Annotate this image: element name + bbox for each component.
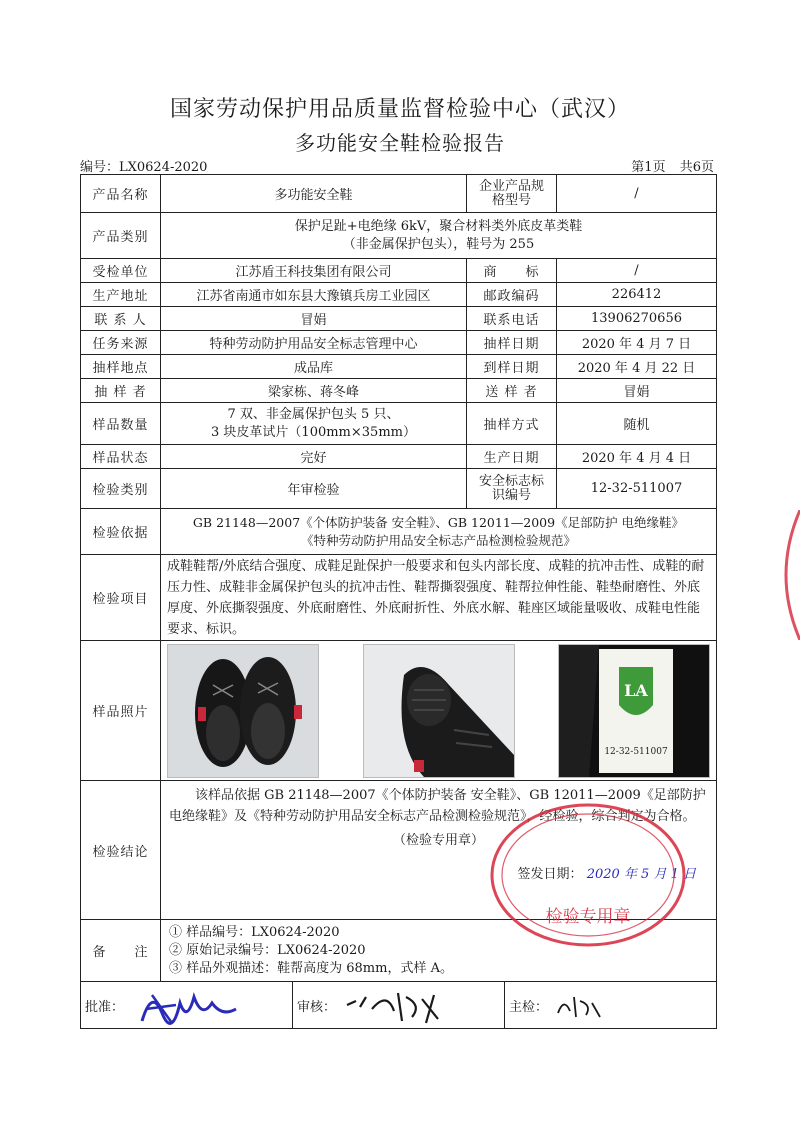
- label-photos: 样品照片: [81, 641, 161, 781]
- chief-label: 主检：: [509, 999, 549, 1015]
- label-submitter: 送 样 者: [467, 379, 557, 403]
- report-number: 编号：LX0624-2020: [80, 160, 208, 175]
- label-model: 企业产品规格型号: [467, 175, 557, 213]
- row-sampler: [81, 379, 717, 403]
- label-address: 生产地址: [81, 283, 161, 307]
- row-inspection-type: [81, 469, 717, 509]
- photo-cell: [161, 641, 717, 781]
- photo-safety-label: [558, 644, 710, 778]
- value-quantity: [161, 403, 467, 445]
- row-state: [81, 445, 717, 469]
- value-sampling-date: 2020 年 4 月 7 日: [557, 331, 717, 355]
- label-sampling-place: 抽样地点: [81, 355, 161, 379]
- value-model: /: [557, 175, 717, 213]
- basis-line-1: GB 21148—2007《个体防护装备 安全鞋》、GB 12011—2009《足部防护 电绝缘鞋》: [192, 514, 685, 530]
- safety-label-image: [559, 645, 709, 777]
- approve-signature: [81, 982, 292, 1028]
- label-items: 检验项目: [81, 555, 161, 641]
- label-conclusion: 检验结论: [81, 781, 161, 920]
- label-sampler: 抽 样 者: [81, 379, 161, 403]
- label-sampling-date: 抽样日期: [467, 331, 557, 355]
- shoe-sole-image: [364, 645, 514, 777]
- value-sampling-method: 随机: [557, 403, 717, 445]
- value-trademark: /: [557, 259, 717, 283]
- label-state: 样品状态: [81, 445, 161, 469]
- row-sampling-place: [81, 355, 717, 379]
- label-category: 产品类别: [81, 213, 161, 259]
- category-line-2: （非金属保护包头），鞋号为 255: [342, 236, 535, 252]
- quantity-line-2: 3 块皮革试片（100mm×35mm）: [211, 424, 416, 440]
- value-task-source: 特种劳动防护用品安全标志管理中心: [161, 331, 467, 355]
- total-pages: 共6页: [679, 160, 714, 175]
- page-number: 第1页: [631, 160, 666, 175]
- value-arrival-date: 2020 年 4 月 22 日: [557, 355, 717, 379]
- edge-seal-fragment: [772, 510, 800, 640]
- chief-signature: [504, 982, 716, 1028]
- issue-date-value: 2020 年 5 月 1 日: [586, 867, 696, 882]
- value-items: 成鞋鞋帮/外底结合强度、成鞋足趾保护一般要求和包头内部长度、成鞋的抗冲击性、成鞋的耐压力性、成鞋非金属保护包头的抗冲击性、鞋帮撕裂强度、鞋帮拉伸性能、鞋垫耐磨性、外底厚度、外底撕裂强度、外底耐磨性、外底耐折性、外底水解、鞋座区域能量吸收、成鞋电性能要求、标识。: [161, 555, 717, 641]
- row-basis: [81, 509, 717, 555]
- photo-shoes-top: [167, 644, 319, 778]
- value-sampler: 梁家栋、蒋冬峰: [161, 379, 467, 403]
- label-contact: 联 系 人: [81, 307, 161, 331]
- row-task-source: [81, 331, 717, 355]
- row-items: [81, 555, 717, 641]
- chief-signature-scribble: [552, 983, 612, 1027]
- row-quantity: [81, 403, 717, 445]
- basis-line-2: 《特种劳动防护用品安全标志产品检测检验规范》: [300, 532, 576, 548]
- report-title: 多功能安全鞋检验报告: [295, 131, 505, 155]
- value-product-name: 多功能安全鞋: [161, 175, 467, 213]
- value-production-date: 2020 年 4 月 4 日: [557, 445, 717, 469]
- row-signatures: [81, 982, 717, 1029]
- note-3: ③ 样品外观描述：鞋帮高度为 68mm，式样 A。: [169, 960, 453, 976]
- shoes-top-image: [168, 645, 318, 777]
- issue-date-label: 签发日期：: [517, 867, 583, 882]
- label-client: 受检单位: [81, 259, 161, 283]
- conclusion-stamp-label: （检验专用章）: [392, 833, 484, 848]
- label-product-name: 产品名称: [81, 175, 161, 213]
- label-inspection-type: 检验类别: [81, 469, 161, 509]
- row-client: [81, 259, 717, 283]
- label-task-source: 任务来源: [81, 331, 161, 355]
- row-product-name: [81, 175, 717, 213]
- approve-signature-scribble: [132, 983, 252, 1027]
- value-contact: 冒娟: [161, 307, 467, 331]
- value-phone: 13906270656: [557, 307, 717, 331]
- value-safety-mark-id: 12-32-511007: [557, 469, 717, 509]
- label-sampling-method: 抽样方式: [467, 403, 557, 445]
- label-basis: 检验依据: [81, 509, 161, 555]
- value-basis: [161, 509, 717, 555]
- report-center-title: 国家劳动保护用品质量监督检验中心（武汉）: [169, 97, 630, 122]
- la-badge-text: LA: [624, 680, 648, 700]
- row-photos: [81, 641, 717, 781]
- photo-shoe-sole: [363, 644, 515, 778]
- category-line-1: 保护足趾+电绝缘 6kV，聚合材料类外底皮革类鞋: [294, 218, 583, 234]
- label-quantity: 样品数量: [81, 403, 161, 445]
- conclusion-text: 该样品依据 GB 21148—2007《个体防护装备 安全鞋》、GB 12011—2009《足部防护 电绝缘鞋》及《特种劳动防护用品安全标志产品检测检验规范》，经检验，综合判定为合格。: [169, 788, 706, 824]
- review-label: 审核：: [297, 999, 337, 1015]
- label-postcode: 邮政编码: [467, 283, 557, 307]
- la-badge-code: 12-32-511007: [604, 746, 668, 757]
- value-inspection-type: 年审检验: [161, 469, 467, 509]
- row-contact: [81, 307, 717, 331]
- label-phone: 联系电话: [467, 307, 557, 331]
- signature-row: [81, 982, 716, 1028]
- signature-cell: [81, 982, 717, 1029]
- value-client: 江苏盾王科技集团有限公司: [161, 259, 467, 283]
- quantity-line-1: 7 双、非金属保护包头 5 只、: [227, 406, 400, 422]
- value-sampling-place: 成品库: [161, 355, 467, 379]
- value-state: 完好: [161, 445, 467, 469]
- label-production-date: 生产日期: [467, 445, 557, 469]
- approve-label: 批准：: [85, 999, 125, 1015]
- seal-text: 检验专用章: [545, 907, 631, 927]
- photo-strip: [167, 644, 710, 778]
- value-submitter: 冒娟: [557, 379, 717, 403]
- value-address: 江苏省南通市如东县大豫镇兵房工业园区: [161, 283, 467, 307]
- value-category: [161, 213, 717, 259]
- page-indicator: [631, 156, 714, 175]
- note-1: ① 样品编号：LX0624-2020: [169, 924, 340, 940]
- label-notes: 备 注: [81, 920, 161, 982]
- label-trademark: 商 标: [467, 259, 557, 283]
- row-category: [81, 213, 717, 259]
- review-signature: [292, 982, 504, 1028]
- inspection-seal: [488, 800, 688, 950]
- review-signature-scribble: [342, 983, 452, 1027]
- row-address: [81, 283, 717, 307]
- value-postcode: 226412: [557, 283, 717, 307]
- label-safety-mark-id: 安全标志标识编号: [467, 469, 557, 509]
- note-2: ② 原始记录编号：LX0624-2020: [169, 942, 366, 958]
- label-arrival-date: 到样日期: [467, 355, 557, 379]
